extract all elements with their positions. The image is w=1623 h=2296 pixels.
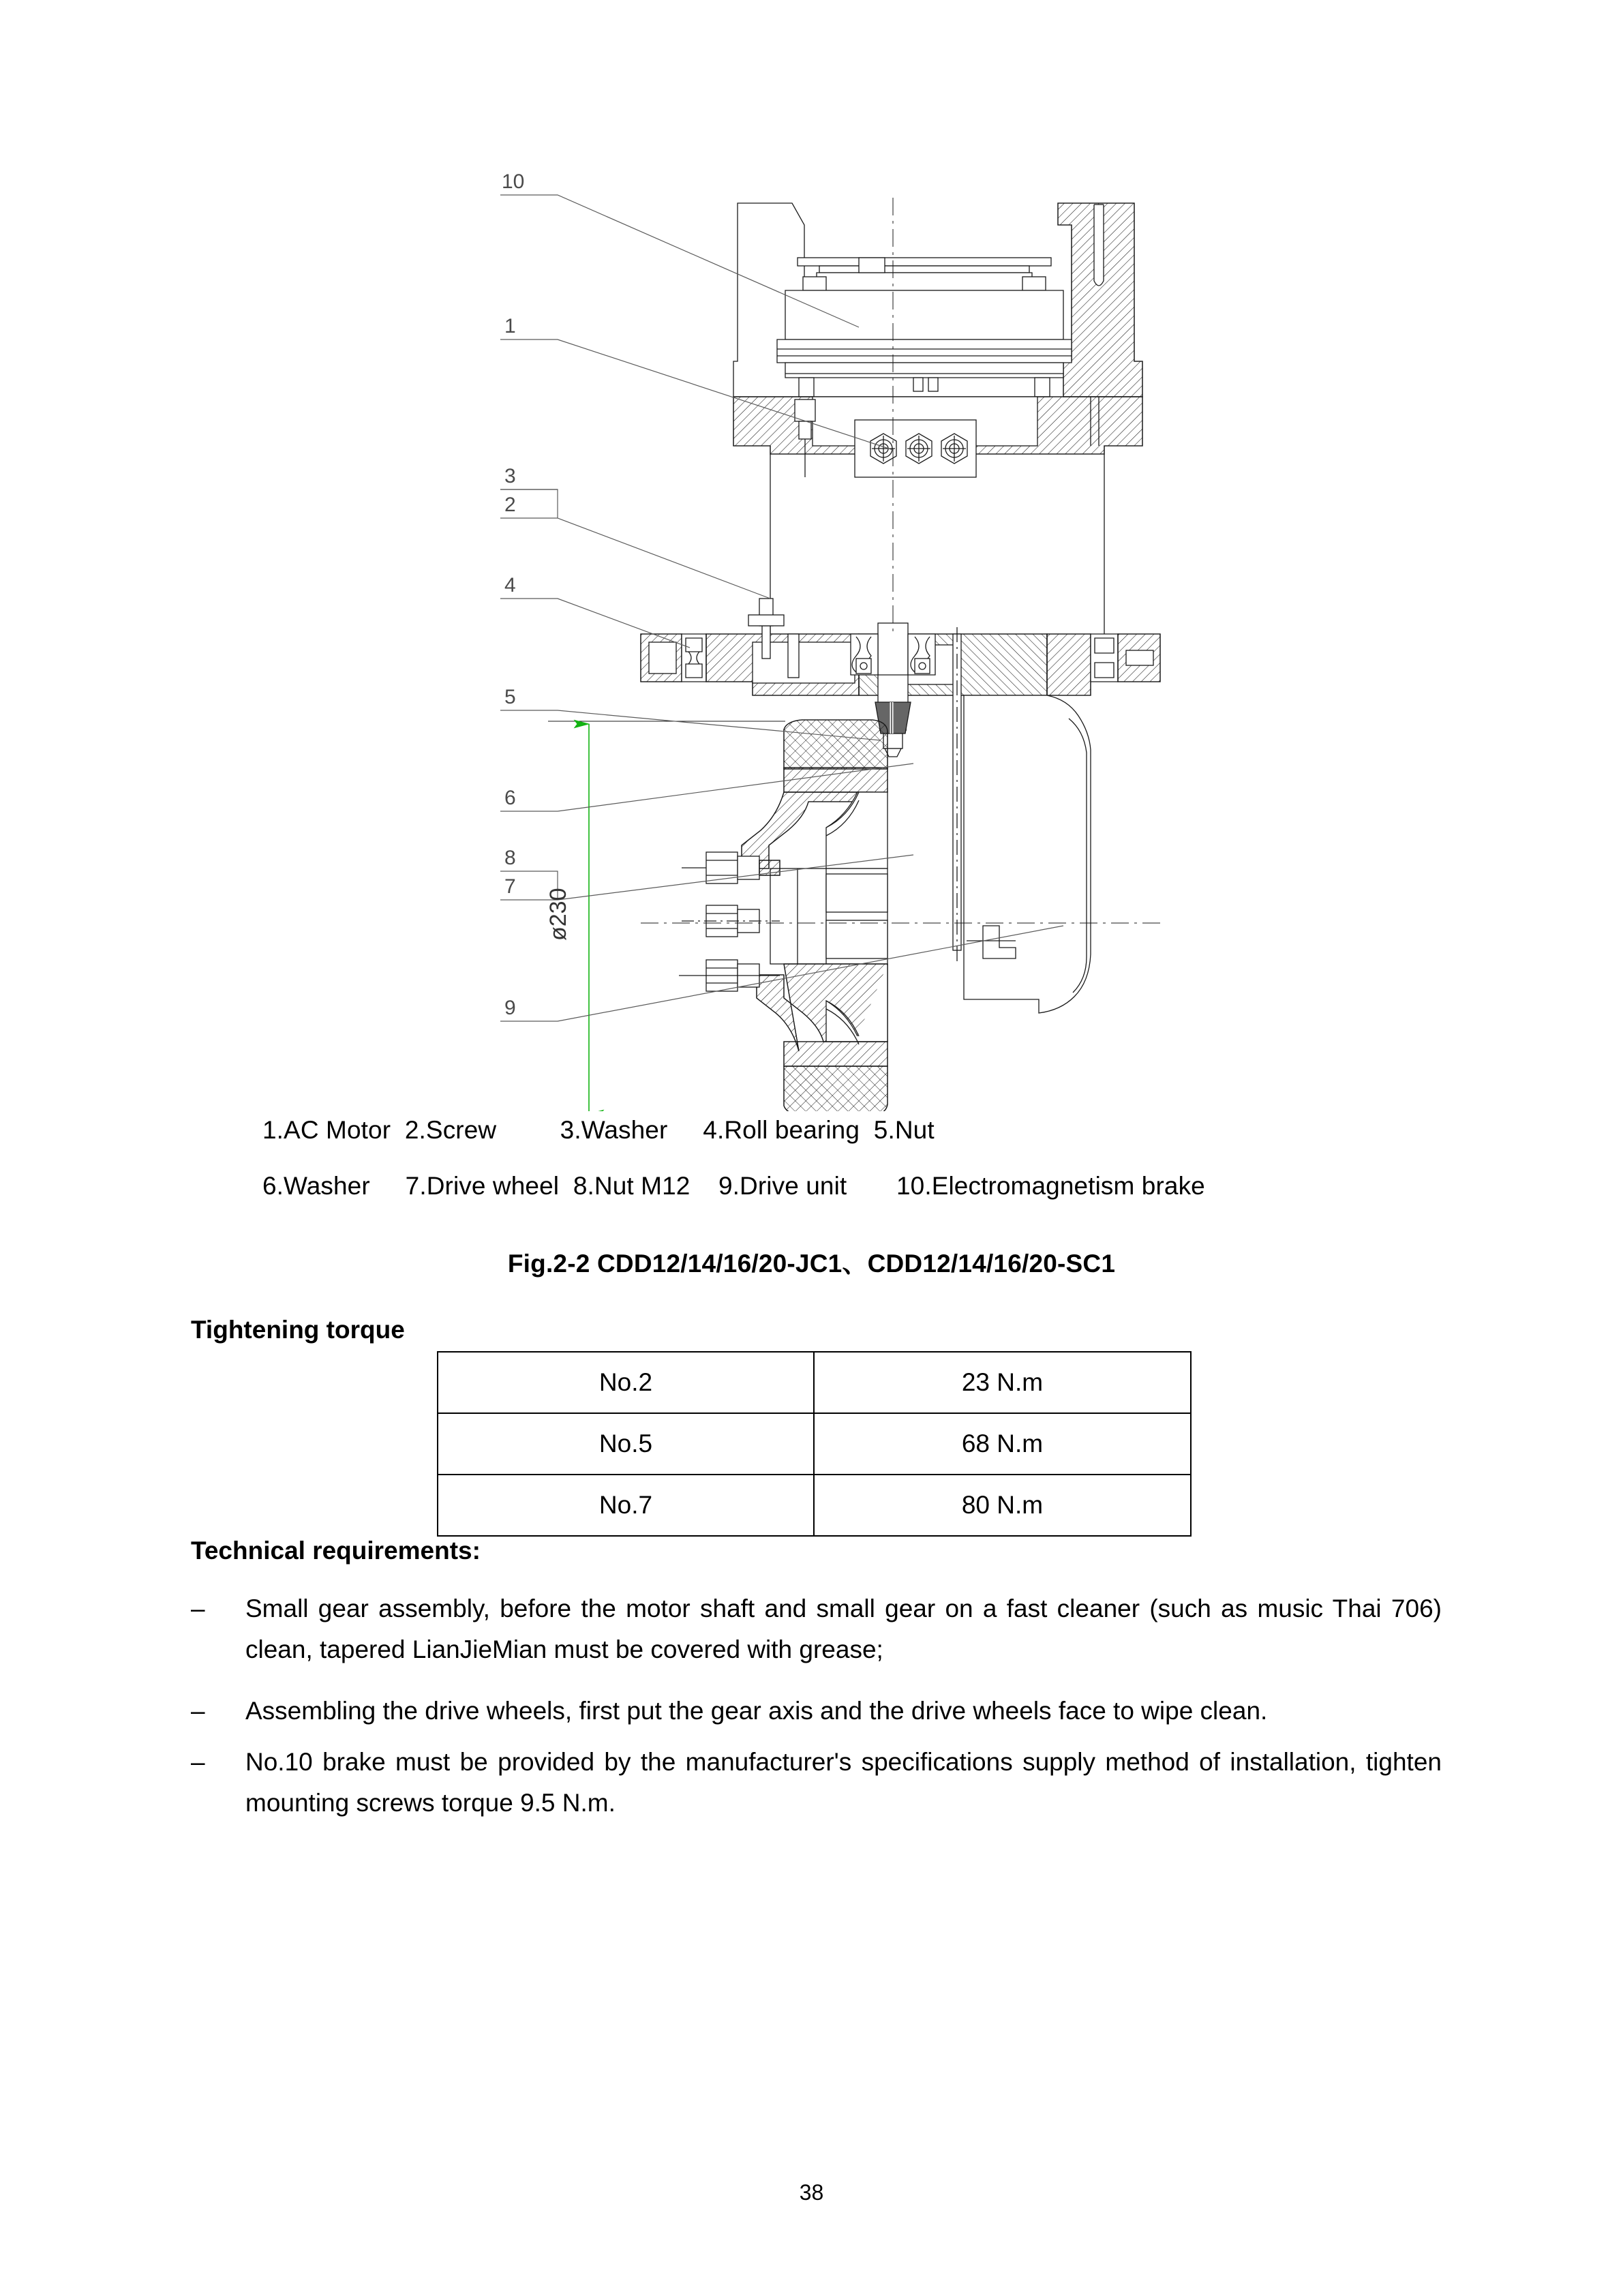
requirement-text: No.10 brake must be provided by the manufacturer's specifications supply method of installation, tighten mounting screws torque 9.5 N.m. bbox=[245, 1748, 1442, 1817]
assembly-drawing bbox=[477, 157, 1213, 1111]
bullet-dash: – bbox=[191, 1697, 205, 1725]
technical-requirements-heading: Technical requirements: bbox=[191, 1537, 481, 1565]
page-number: 38 bbox=[799, 2180, 824, 2205]
requirement-text: Assembling the drive wheels, first put the gear axis and the drive wheels face to wipe clean. bbox=[245, 1697, 1268, 1725]
table-row bbox=[438, 1352, 1191, 1413]
leader-number-8: 8 bbox=[504, 847, 516, 869]
table-cell-value: 68 N.m bbox=[814, 1413, 1191, 1475]
table-cell-value: 80 N.m bbox=[814, 1475, 1191, 1536]
table-row bbox=[438, 1475, 1191, 1536]
tightening-torque-heading: Tightening torque bbox=[191, 1316, 405, 1344]
leader-number-5: 5 bbox=[504, 686, 516, 708]
leader-number-2: 2 bbox=[504, 494, 516, 516]
leader-number-10: 10 bbox=[502, 170, 525, 193]
leader-number-1: 1 bbox=[504, 315, 516, 337]
bullet-dash: – bbox=[191, 1748, 205, 1776]
dimension-label: ø230 bbox=[545, 888, 571, 941]
tightening-torque-table bbox=[437, 1351, 1192, 1537]
requirement-item bbox=[191, 1742, 1442, 1824]
table-cell-value: 23 N.m bbox=[814, 1352, 1191, 1413]
table-cell-part: No.2 bbox=[438, 1352, 814, 1413]
parts-legend-row-2: 6.Washer 7.Drive wheel 8.Nut M12 9.Drive unit 10.Electromagnetism brake bbox=[262, 1172, 1205, 1200]
leader-number-4: 4 bbox=[504, 574, 516, 596]
leader-number-3: 3 bbox=[504, 465, 516, 487]
requirement-text: Small gear assembly, before the motor shaft and small gear on a fast cleaner (such as music Thai 706) clean, tapered LianJieMian must be covered with grease; bbox=[245, 1595, 1442, 1663]
leader-number-9: 9 bbox=[504, 997, 516, 1019]
leader-number-6: 6 bbox=[504, 787, 516, 809]
parts-legend-row-1: 1.AC Motor 2.Screw 3.Washer 4.Roll bearing 5.Nut bbox=[262, 1116, 935, 1144]
bullet-dash: – bbox=[191, 1595, 205, 1622]
table-row bbox=[438, 1413, 1191, 1475]
table-cell-part: No.7 bbox=[438, 1475, 814, 1536]
requirement-item bbox=[191, 1691, 1442, 1732]
table-cell-part: No.5 bbox=[438, 1413, 814, 1475]
requirement-item bbox=[191, 1588, 1442, 1670]
figure-caption: Fig.2-2 CDD12/14/16/20-JC1、CDD12/14/16/20-SC1 bbox=[507, 1250, 1116, 1278]
leader-number-7: 7 bbox=[504, 875, 516, 898]
